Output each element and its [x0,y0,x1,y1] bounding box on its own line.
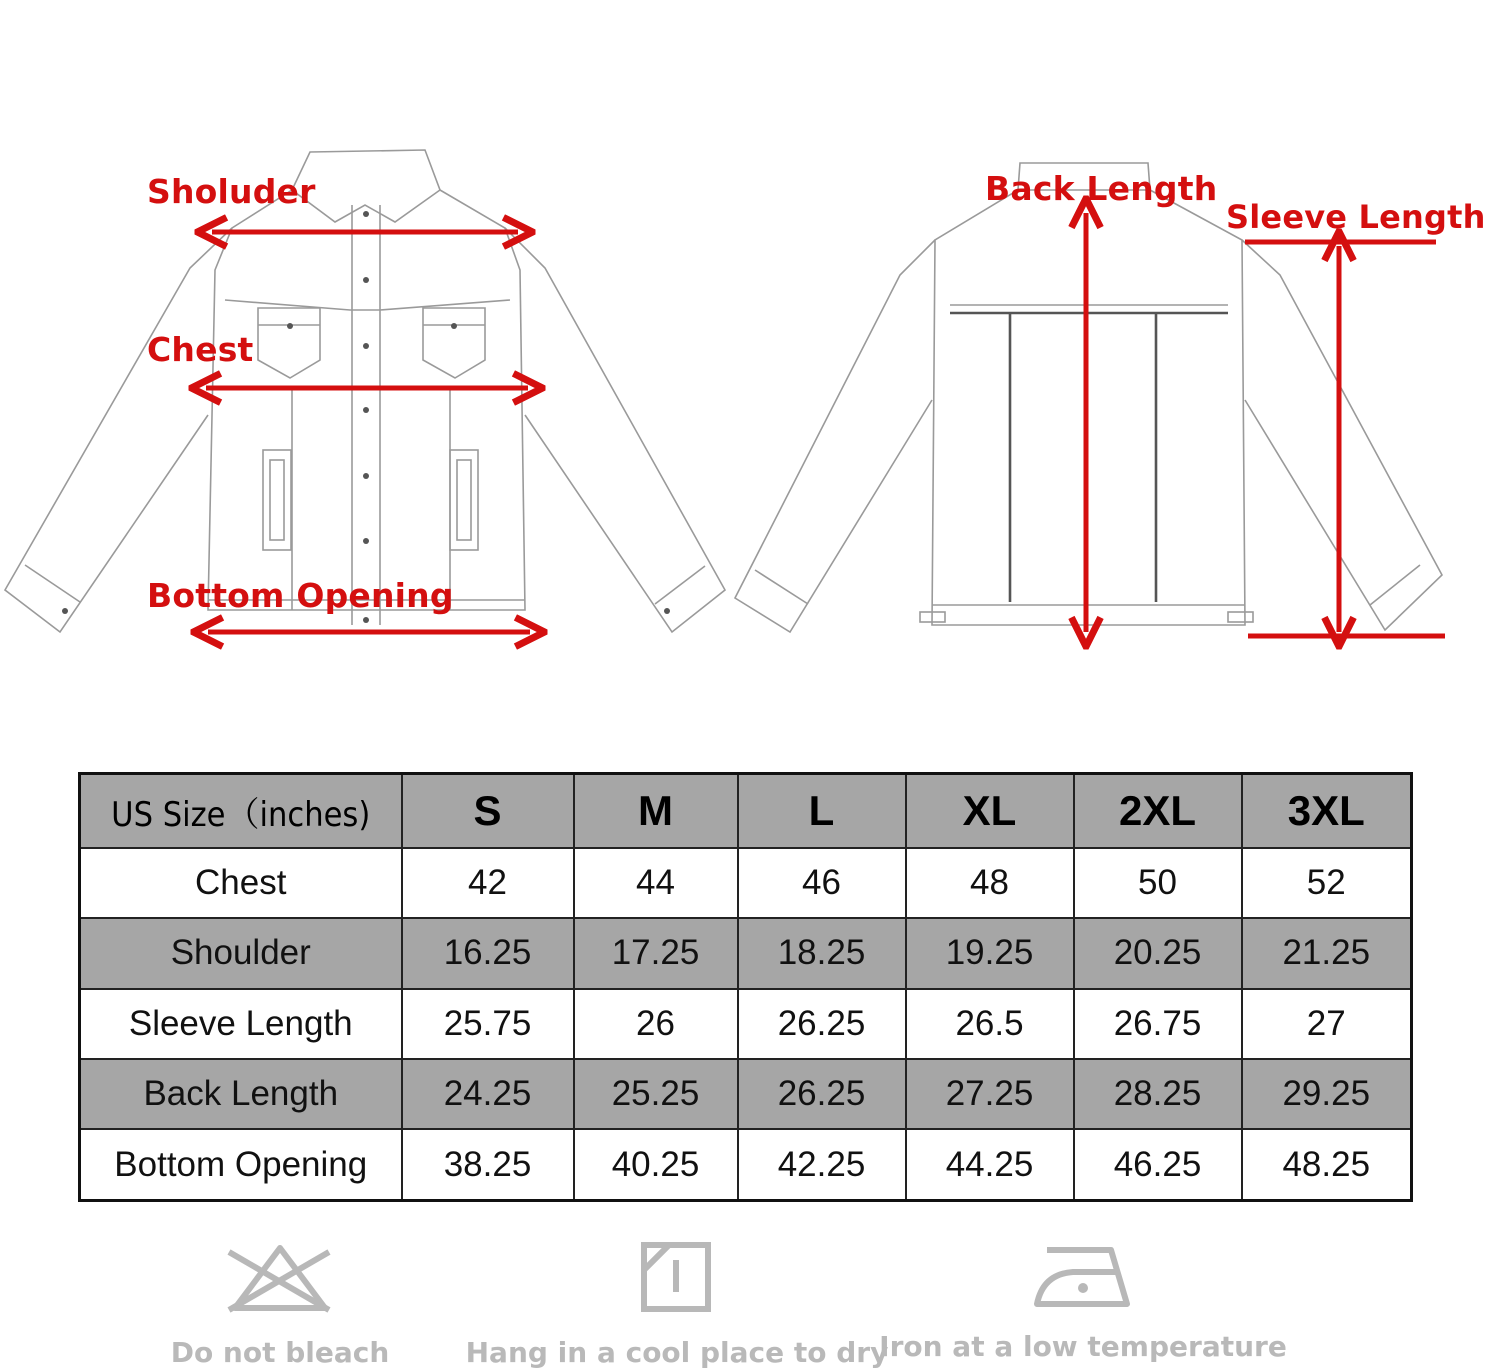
table-header-row [80,774,1412,849]
table-cell: 26.75 [1074,989,1242,1059]
table-cell: 48.25 [1242,1129,1412,1200]
size-header-3xl: 3XL [1242,774,1412,849]
front-jacket-outline [5,150,725,632]
iron-low-icon [1033,1240,1133,1310]
care-item-hang-dry [442,1240,912,1369]
table-cell: 50 [1074,848,1242,918]
table-cell: 52 [1242,848,1412,918]
sleeve-length-label: Sleeve Length [1226,198,1486,236]
table-cell: 18.25 [738,918,906,988]
row-label-chest: Chest [80,848,402,918]
header-label: US Size（inches) [80,774,402,849]
table-cell: 16.25 [402,918,574,988]
table-cell: 17.25 [574,918,738,988]
table-cell: 25.75 [402,989,574,1059]
table-row [80,989,1412,1059]
table-row [80,1129,1412,1200]
row-label-bottom-opening: Bottom Opening [80,1129,402,1200]
table-cell: 48 [906,848,1074,918]
size-header-xl: XL [906,774,1074,849]
row-label-back-length: Back Length [80,1059,402,1129]
table-cell: 21.25 [1242,918,1412,988]
table-cell: 40.25 [574,1129,738,1200]
table-cell: 19.25 [906,918,1074,988]
shoulder-label: Sholuder [147,172,316,211]
size-header-2xl: 2XL [1074,774,1242,849]
table-cell: 25.25 [574,1059,738,1129]
size-header-l: L [738,774,906,849]
table-cell: 26.25 [738,989,906,1059]
table-cell: 46 [738,848,906,918]
bottom-opening-label: Bottom Opening [147,576,454,615]
table-cell: 28.25 [1074,1059,1242,1129]
care-text: Hang in a cool place to dry [465,1336,889,1369]
table-cell: 27 [1242,989,1412,1059]
care-text: Do not bleach [170,1336,390,1369]
table-cell: 46.25 [1074,1129,1242,1200]
table-row [80,918,1412,988]
table-cell: 26 [574,989,738,1059]
care-text: Iron at a low temperature [879,1330,1287,1363]
row-label-shoulder: Shoulder [80,918,402,988]
table-row [80,848,1412,918]
table-cell: 44 [574,848,738,918]
size-header-s: S [402,774,574,849]
front-buttons [62,211,670,623]
table-cell: 26.25 [738,1059,906,1129]
table-cell: 44.25 [906,1129,1074,1200]
chest-label: Chest [147,330,254,369]
back-panel-seams [950,313,1228,602]
table-cell: 27.25 [906,1059,1074,1129]
row-label-sleeve-length: Sleeve Length [80,989,402,1059]
hang-dry-icon [639,1240,715,1316]
table-cell: 42.25 [738,1129,906,1200]
table-cell: 20.25 [1074,918,1242,988]
size-chart-table [78,772,1413,1202]
no-bleach-icon [225,1240,335,1316]
table-cell: 29.25 [1242,1059,1412,1129]
table-cell: 42 [402,848,574,918]
table-row [80,1059,1412,1129]
care-item-iron-low [848,1240,1318,1363]
table-cell: 38.25 [402,1129,574,1200]
back-length-label: Back Length [985,169,1218,208]
table-cell: 24.25 [402,1059,574,1129]
table-cell: 26.5 [906,989,1074,1059]
size-header-m: M [574,774,738,849]
